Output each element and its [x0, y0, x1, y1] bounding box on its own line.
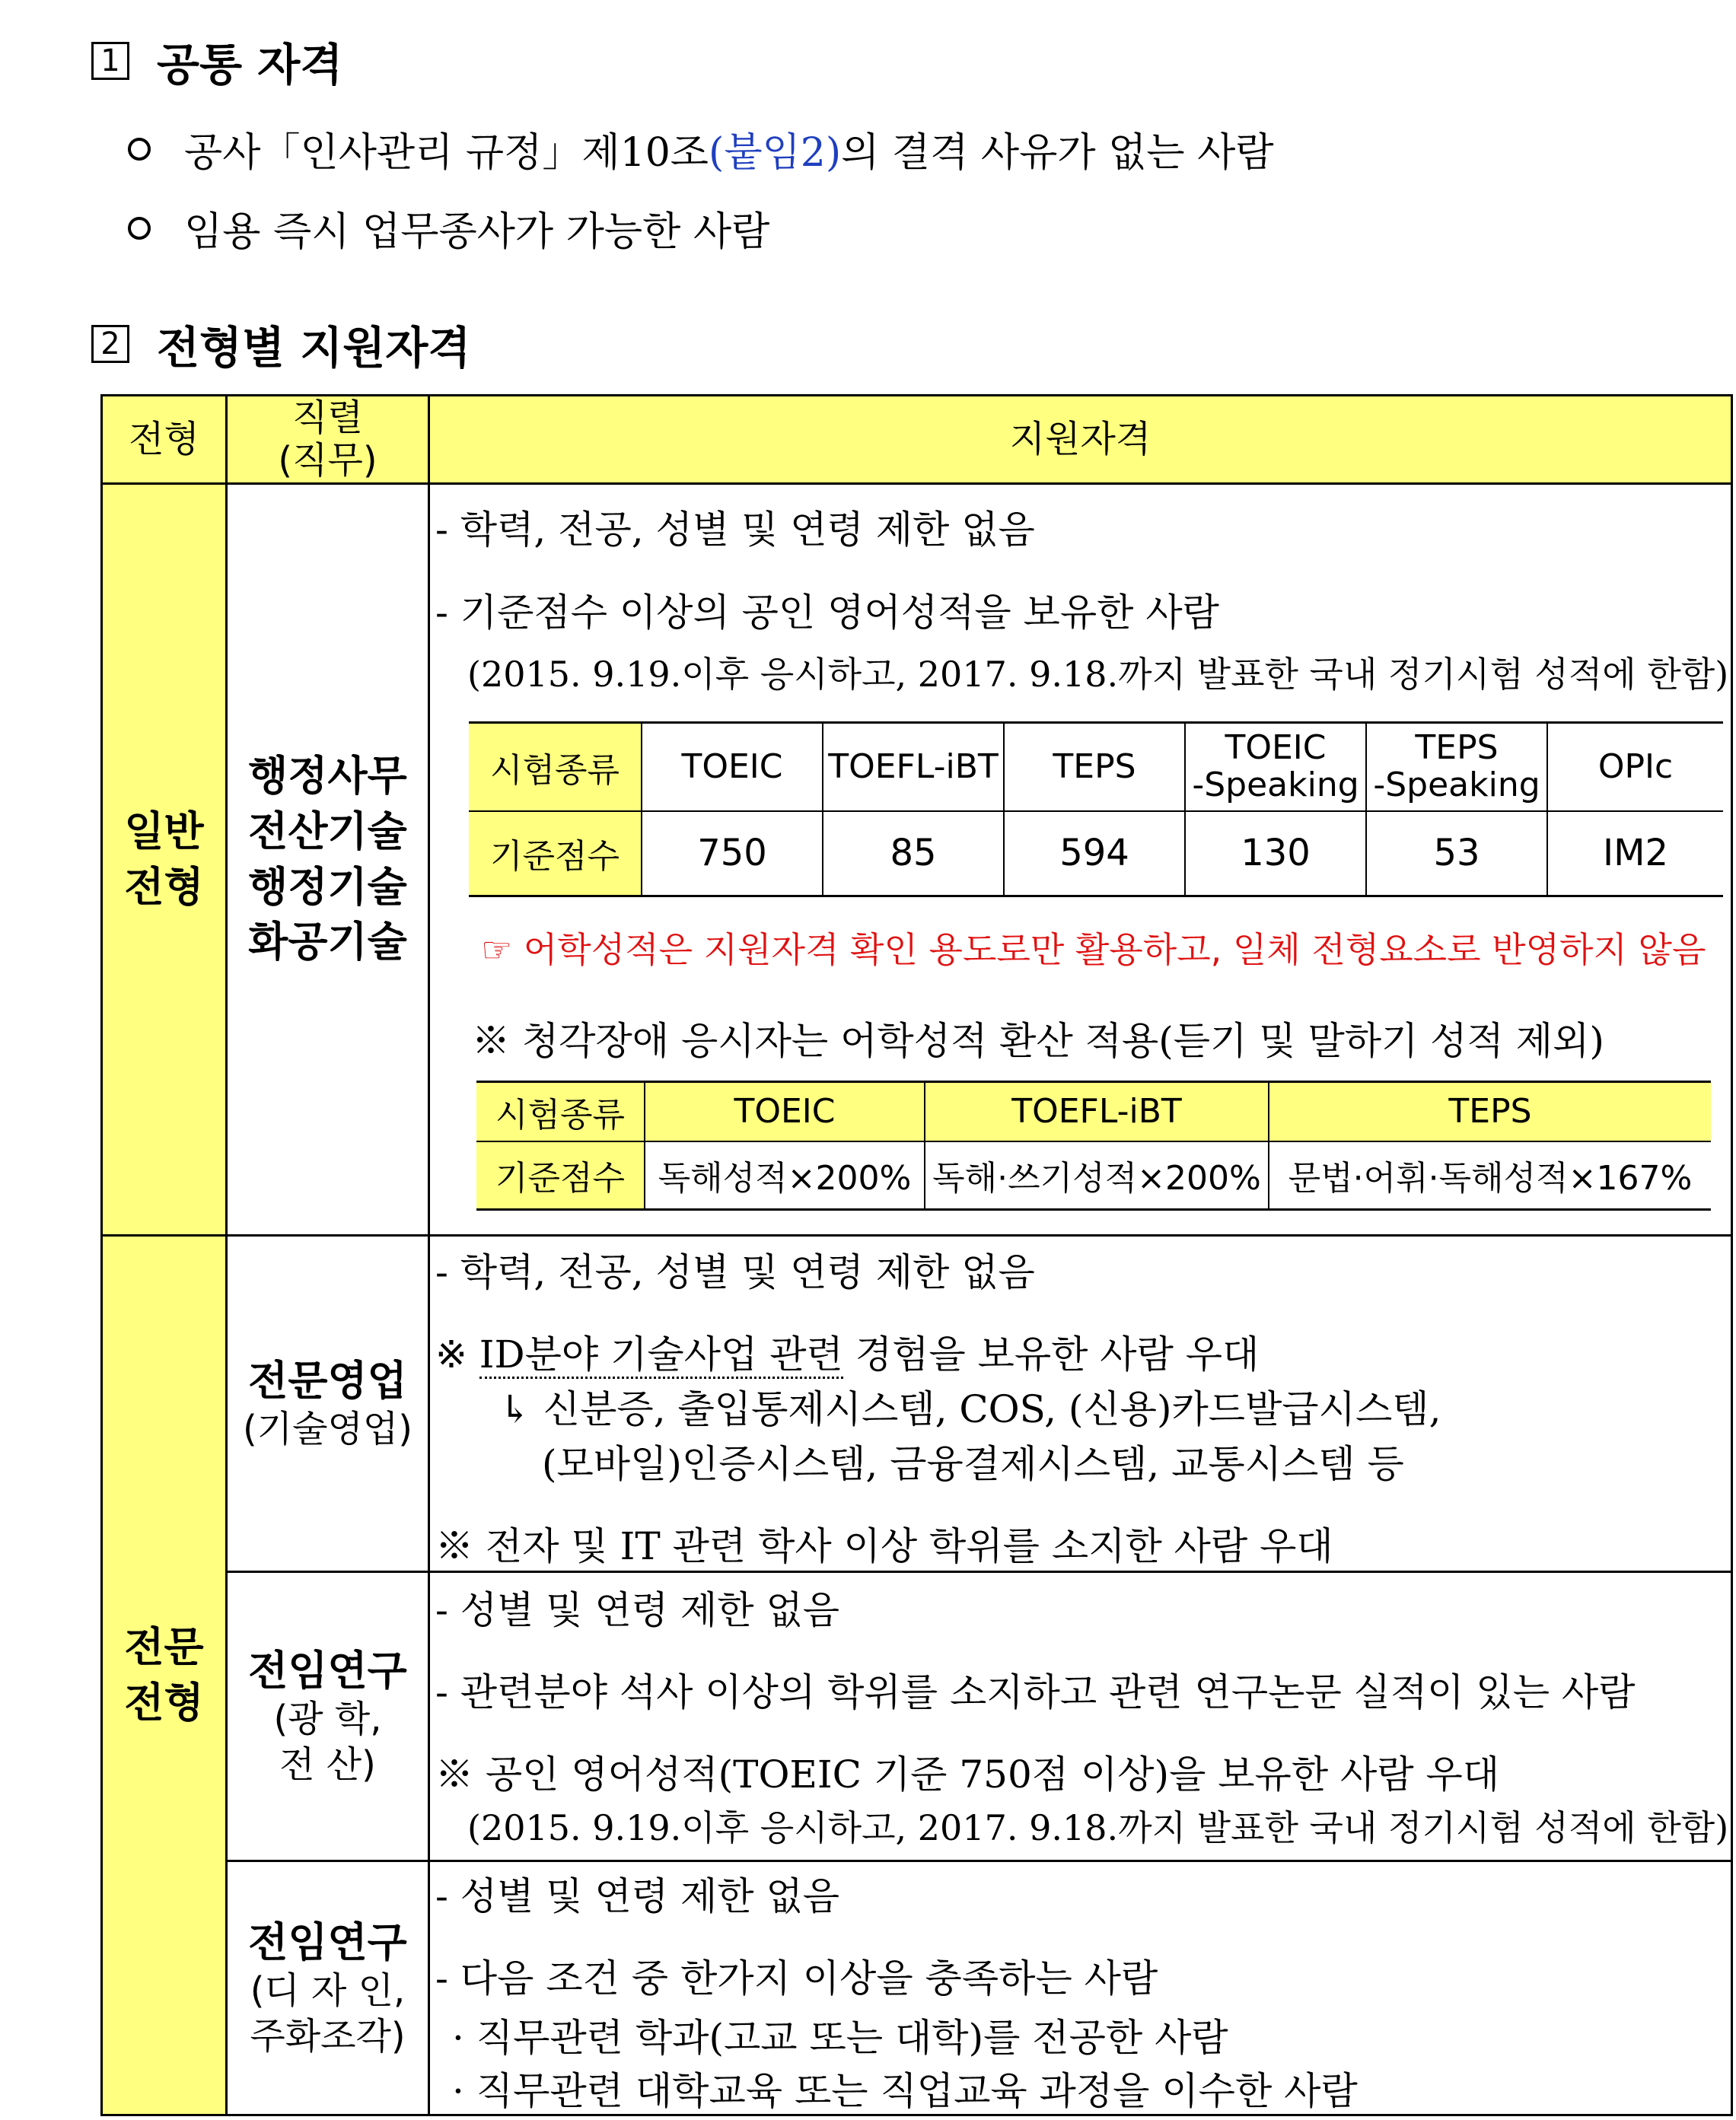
score-header-row [469, 723, 1723, 811]
hearing-value-row [476, 1141, 1711, 1210]
score-value: 130 [1185, 811, 1366, 896]
score-col-toeic-speaking [1185, 723, 1366, 811]
score-value-row [469, 811, 1723, 896]
language-score-note: ☞ 어학성적은 지원자격 확인 용도로만 활용하고, 일체 전형요소로 반영하지 않음 [481, 929, 1706, 970]
score-col-toefl: TOEFL-iBT [823, 723, 1004, 811]
role-sub: 주화조각) [250, 2015, 406, 2058]
attachment-reference: (붙임2) [709, 130, 842, 176]
general-line-3: (2015. 9.19.이후 응시하고, 2017. 9.18.까지 발표한 국내 정기시험 성적에 한함) [467, 654, 1729, 695]
common-requirement-2 [128, 199, 769, 256]
score-value: 750 [642, 811, 823, 896]
common-requirement-1 [128, 120, 1274, 177]
research2-line-3: · 직무관련 학과(고교 또는 대학)를 전공한 사람 [452, 2016, 1228, 2060]
role-research-design [228, 1862, 428, 2114]
research1-line-3: ※ 공인 영어성적(TOEIC 기준 750점 이상)을 보유한 사람 우대 [435, 1752, 1500, 1797]
hearing-value: 문법·어휘·독해성적×167% [1288, 1159, 1693, 1198]
role-sub: (광 학, [273, 1698, 382, 1741]
table-right-border [1731, 394, 1733, 2116]
requirement-text-tail: 의 결격 사유가 없는 사람 [841, 130, 1274, 176]
research1-bottom-border [227, 1860, 1732, 1862]
hearing-score-table [476, 1081, 1711, 1211]
hearing-header-row [476, 1082, 1711, 1141]
role-main: 전문영업 [248, 1356, 407, 1405]
score-col-teps-speaking [1366, 723, 1547, 811]
category-special [103, 1237, 225, 2114]
category-line: 전문 [124, 1622, 204, 1671]
col2-divider [428, 394, 430, 2116]
research1-line-4: (2015. 9.19.이후 응시하고, 2017. 9.18.까지 발표한 국내 정기시험 성적에 한함) [467, 1807, 1729, 1848]
category-line: 전형 [124, 862, 204, 911]
role-item: 행정기술 [248, 862, 407, 911]
sales-line-1: - 학력, 전공, 성별 및 연령 제한 없음 [435, 1250, 1035, 1294]
section-1-title: 공통 자격 [157, 39, 343, 91]
score-col-label: 시험종류 [469, 723, 642, 811]
score-col-name: TEPS [1415, 728, 1499, 768]
score-col-opic: OPIc [1597, 747, 1674, 787]
circle-bullet-icon [128, 217, 151, 240]
hearing-col-toefl: TOEFL-iBT [925, 1082, 1269, 1141]
sales-line-2-tail: 경험을 보유한 사람 우대 [843, 1332, 1260, 1377]
score-col-subname: -Speaking [1192, 765, 1359, 804]
hearing-col-label: 시험종류 [476, 1082, 645, 1141]
score-col-name: TOEIC [1225, 728, 1327, 768]
role-item: 행정사무 [248, 751, 407, 800]
score-col-toeic: TOEIC [642, 723, 823, 811]
note-mark: ※ [435, 1332, 479, 1377]
requirement-text: 임용 즉시 업무종사가 가능한 사람 [184, 209, 770, 255]
hearing-col-toeic: TOEIC [645, 1082, 925, 1141]
general-roles [228, 485, 428, 1234]
hearing-value: 독해·쓰기성적×200% [925, 1141, 1269, 1210]
role-sub: (기술영업) [243, 1408, 412, 1451]
category-general [103, 485, 225, 1234]
research1-line-1: - 성별 및 연령 제한 없음 [435, 1588, 840, 1632]
research2-line-2: - 다음 조건 중 한가지 이상을 충족하는 사람 [435, 1956, 1158, 2001]
hearing-impaired-note: ※ 청각장애 응시자는 어학성적 환산 적용(듣기 및 말하기 성적 제외) [472, 1019, 1604, 1063]
score-row-label: 기준점수 [469, 811, 642, 896]
score-col-subname: -Speaking [1373, 765, 1540, 804]
header-position-line1: 직렬 [292, 396, 363, 440]
score-value: 53 [1366, 811, 1547, 896]
score-value: 594 [1004, 811, 1185, 896]
role-sub: 전 산) [279, 1743, 376, 1787]
role-main: 전임연구 [248, 1918, 407, 1966]
header-position-line2: (직무) [278, 438, 377, 482]
role-sales [228, 1237, 428, 1571]
score-value: IM2 [1602, 832, 1669, 875]
score-value: 85 [823, 811, 1004, 896]
hearing-col-teps: TEPS [1269, 1082, 1711, 1141]
header-qualification: 지원자격 [1009, 417, 1151, 460]
circle-bullet-icon [128, 138, 151, 161]
role-item: 화공기술 [248, 918, 407, 966]
highlighted-field: ID분야 기술사업 관련 [479, 1332, 843, 1379]
sales-line-3: ↳ 신분증, 출입통제시스템, COS, (신용)카드발급시스템, [499, 1387, 1441, 1431]
general-line-1: - 학력, 전공, 성별 및 연령 제한 없음 [435, 508, 1035, 552]
research2-line-1: - 성별 및 연령 제한 없음 [435, 1874, 840, 1918]
sales-bottom-border [227, 1571, 1732, 1573]
sales-line-2 [435, 1324, 1259, 1379]
section-1-heading [91, 29, 342, 93]
section-2-title: 전형별 지원자격 [157, 322, 471, 374]
category-line: 전형 [124, 1678, 204, 1727]
general-line-2: - 기준점수 이상의 공인 영어성적을 보유한 사람 [435, 590, 1219, 635]
hearing-value: 독해성적×200% [645, 1141, 925, 1210]
role-sub: (디 자 인, [250, 1969, 406, 2013]
score-col-teps: TEPS [1004, 723, 1185, 811]
research1-line-2: - 관련분야 석사 이상의 학위를 소지하고 관련 연구논문 실적이 있는 사람 [435, 1670, 1636, 1714]
requirement-text: 공사「인사관리 규정」제10조 [184, 130, 709, 176]
sales-line-5: ※ 전자 및 IT 관련 학사 이상 학위를 소지한 사람 우대 [435, 1524, 1333, 1568]
section-number-box: 1 [91, 42, 129, 80]
header-position [228, 396, 428, 482]
role-main: 전임연구 [248, 1646, 407, 1695]
header-type: 전형 [129, 417, 199, 460]
section-2-heading [91, 312, 470, 376]
hearing-row-label: 기준점수 [476, 1141, 645, 1210]
role-research-optics [228, 1573, 428, 1860]
sales-line-4: (모바일)인증시스템, 금융결제시스템, 교통시스템 등 [542, 1442, 1404, 1486]
role-item: 전산기술 [248, 807, 407, 855]
research2-line-4: · 직무관련 대학교육 또는 직업교육 과정을 이수한 사람 [452, 2069, 1358, 2113]
section-number-box: 2 [91, 325, 129, 363]
category-line: 일반 [124, 807, 204, 855]
score-table [469, 721, 1723, 897]
